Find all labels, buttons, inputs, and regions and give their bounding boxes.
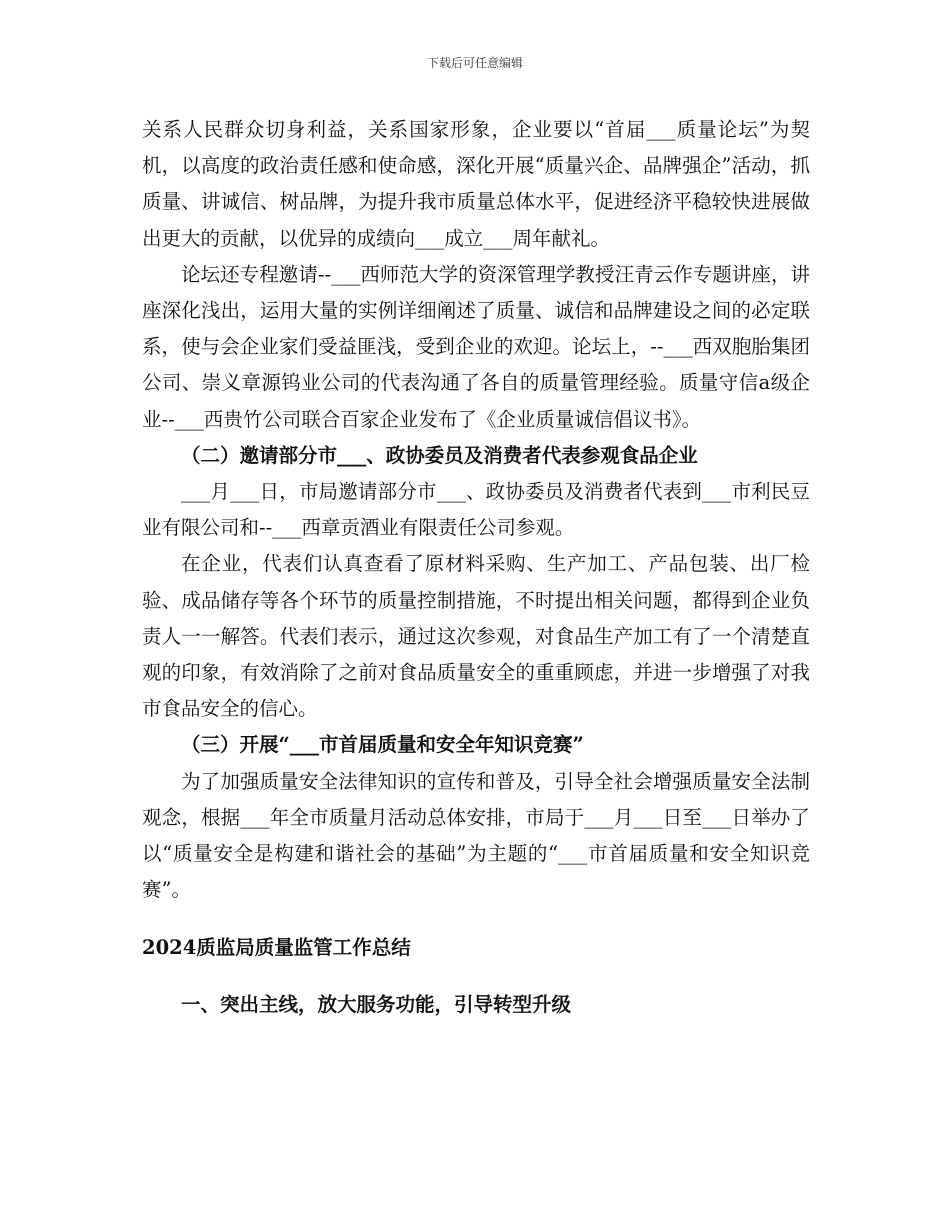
paragraph-visit-details: 在企业，代表们认真查看了原材料采购、生产加工、产品包装、出厂检验、成品储存等各个环节的质量控制措施，不时提出相关问题，都得到企业负责人一一解答。代表们表示，通过这次参观，对食品生产加工有了一个清楚直观的印象，有效消除了之前对食品质量安全的重重顾虑，并进一步增强了对我市食品安全的信心。 [142,552,810,721]
paragraph-visit-date: ___月___日，市局邀请部分市___、政协委员及消费者代表到___市利民豆业有限公司和--___西章贡酒业有限责任公司参观。 [142,480,810,540]
section-title: 一、突出主线，放大服务功能，引导转型升级 [181,992,572,1016]
document-body [142,112,810,1023]
paragraph-contest: 为了加强质量安全法律知识的宣传和普及，引导全社会增强质量安全法制观念，根据___年全市质量月活动总体安排，市局于___月___日至___日举办了以“质量安全是构建和谐社会的基础”为主题的“___市首届质量和安全知识竞赛”。 [142,769,810,902]
paragraph-quality-forum: 关系人民群众切身利益，关系国家形象，企业要以“首届___质量论坛”为契机，以高度的政治责任感和使命感，深化开展“质量兴企、品牌强企”活动，抓质量、讲诚信、树品牌，为提升我市质量总体水平，促进经济平稳较快进展做出更大的贡献，以优异的成绩向___成立___周年献礼。 [142,118,810,250]
page-header-note: 下载后可任意编辑 [426,56,523,70]
document-title: 2024质监局质量监管工作总结 [142,936,411,960]
heading-food-visit: （二）邀请部分市___、政协委员及消费者代表参观食品企业 [181,443,698,467]
heading-knowledge-contest: （三）开展“___市首届质量和安全年知识竞赛” [181,733,584,757]
paragraph-lecture: 论坛还专程邀请--___西师范大学的资深管理学教授汪青云作专题讲座，讲座深化浅出，运用大量的实例详细阐述了质量、诚信和品牌建设之间的必定联系，使与会企业家们受益匪浅，受到企业的欢迎。论坛上，--___西双胞胎集团公司、崇义章源钨业公司的代表沟通了各自的质量管理经验。质量守信a级企业--___西贵竹公司联合百家企业发布了《企业质量诚信倡议书》。 [142,262,810,431]
